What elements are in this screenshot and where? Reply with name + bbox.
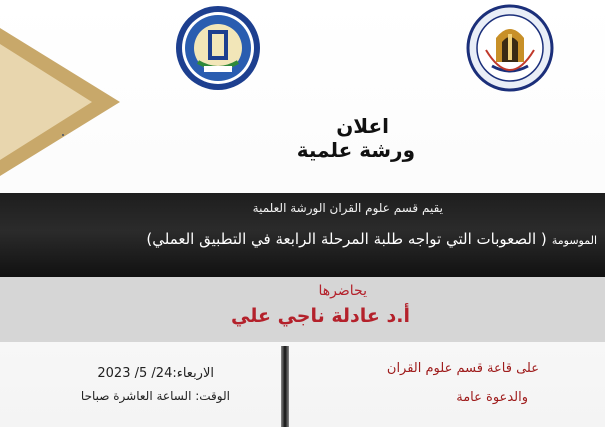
event-invitation: والدعوة عامة: [456, 390, 528, 405]
announcement-title: اعلان: [336, 114, 389, 138]
college-seal-logo: [466, 4, 554, 92]
topic-prefix: الموسومة: [551, 234, 597, 247]
speaker-name: أ.د عادلة ناجي علي: [231, 305, 410, 327]
topic-title: ( الصعوبات التي تواجه طلبة المرحلة الرابعة في التطبيق العملي): [146, 230, 547, 248]
workshop-title: ورشة علمية: [296, 138, 415, 162]
decorative-dot: [62, 134, 64, 136]
details-divider: [281, 346, 289, 427]
decorative-gold-triangle-inner: [0, 44, 92, 160]
speaker-label: يحاضرها: [318, 283, 367, 299]
topic-line: [146, 229, 597, 248]
topic-band: [0, 193, 605, 277]
organizer-line: يقيم قسم علوم القران الورشة العلمية: [252, 201, 443, 215]
event-date: الاربعاء:24/ 5/ 2023: [97, 366, 214, 381]
university-seal-logo: [174, 4, 262, 92]
speaker-band: [0, 277, 605, 342]
event-time: الوقت: الساعة العاشرة صباحا: [80, 389, 230, 403]
event-place: على قاعة قسم علوم القران: [386, 361, 539, 376]
